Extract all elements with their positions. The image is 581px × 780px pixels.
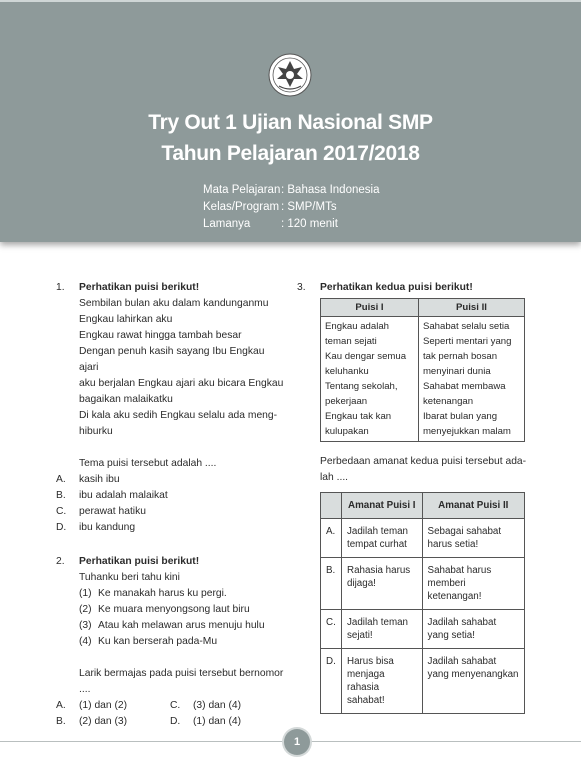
option-letter: B. xyxy=(321,558,342,610)
line-number: (2) xyxy=(79,604,92,615)
exam-title: Try Out 1 Ujian Nasional SMP xyxy=(148,111,433,134)
poem-line: kulupakan xyxy=(325,426,369,437)
numbered-line xyxy=(79,634,286,650)
numbered-line xyxy=(79,618,286,634)
poem-line: Dengan penuh kasih sayang Ibu Engkau ajari xyxy=(79,346,265,373)
poem-line: Seperti mentari yang xyxy=(422,336,512,347)
meta-value: : SMP/MTs xyxy=(281,201,337,213)
option-letter[interactable]: B. xyxy=(56,716,66,727)
question-prompt: Perhatikan puisi berikut! xyxy=(79,556,200,567)
meta-value: : 120 menit xyxy=(281,218,338,230)
answer-option-d[interactable] xyxy=(321,649,525,714)
question-number: 1. xyxy=(56,282,65,293)
poem-2-cell xyxy=(418,317,524,442)
option-text[interactable]: (3) dan (4) xyxy=(193,700,242,711)
amanat-2-text: Jadilah sahabat yang menyenangkan xyxy=(422,649,524,714)
left-column xyxy=(56,280,286,730)
option-letter: C. xyxy=(56,506,67,517)
option-letter[interactable]: A. xyxy=(56,700,66,711)
amanat-1-text: Jadilah teman tempat curhat xyxy=(342,519,423,558)
answer-option-c[interactable] xyxy=(56,504,286,520)
answer-option-c[interactable] xyxy=(321,610,525,649)
amanat-2-text: Sebagai sahabat harus setia! xyxy=(422,519,524,558)
meta-key: Lamanya xyxy=(203,218,251,230)
poem-line: pekerjaan xyxy=(325,396,368,407)
question-prompt: Perhatikan kedua puisi berikut! xyxy=(320,282,473,293)
poem-line: Ibarat bulan yang xyxy=(422,411,498,422)
meta-value: : Bahasa Indonesia xyxy=(281,184,380,196)
question-text-cont: .... xyxy=(79,684,91,695)
poem-line: hiburku xyxy=(79,426,113,437)
question-text-cont: lah .... xyxy=(320,472,349,483)
option-text: ibu adalah malaikat xyxy=(79,490,168,501)
poem-line: teman sejati xyxy=(325,336,377,347)
poem-1-cell xyxy=(321,317,419,442)
meta-duration xyxy=(203,216,379,233)
option-letter: D. xyxy=(321,649,342,714)
option-letter[interactable]: C. xyxy=(170,700,181,711)
option-text[interactable]: (1) dan (4) xyxy=(193,716,242,727)
question-3 xyxy=(297,280,527,714)
numbered-line xyxy=(79,602,286,618)
answer-option-b[interactable] xyxy=(321,558,525,610)
question-text: Perbedaan amanat kedua puisi tersebut ada- xyxy=(320,456,527,467)
poem-comparison-table xyxy=(320,298,525,442)
table-header: Puisi I xyxy=(321,299,419,317)
header-banner xyxy=(0,0,581,242)
table-header xyxy=(321,493,342,519)
option-text: perawat hatiku xyxy=(79,506,146,517)
line-text: Ke manakah harus ku pergi. xyxy=(98,588,227,599)
poem-line: Engkau rawat hingga tambah besar xyxy=(79,330,242,341)
meta-subject xyxy=(203,182,379,199)
answer-row-ac xyxy=(56,698,286,714)
line-text: Atau kah melawan arus menuju hulu xyxy=(98,620,265,631)
poem-line: Di kala aku sedih Engkau selalu ada meng- xyxy=(79,410,278,421)
meta-class xyxy=(203,199,379,216)
header-top-line xyxy=(0,0,581,2)
option-text[interactable]: (2) dan (3) xyxy=(79,716,128,727)
line-text: Ke muara menyongsong laut biru xyxy=(98,604,250,615)
table-header: Puisi II xyxy=(418,299,524,317)
option-text: ibu kandung xyxy=(79,522,136,533)
option-letter: B. xyxy=(56,490,66,501)
amanat-options-table xyxy=(320,492,525,714)
option-text: kasih ibu xyxy=(79,474,120,485)
line-number: (3) xyxy=(79,620,92,631)
question-1 xyxy=(56,280,286,536)
poem-line: Sahabat membawa xyxy=(422,381,506,392)
poem-line: menyinari dunia xyxy=(422,366,491,377)
poem-line: Kau dengar semua xyxy=(325,351,407,362)
exam-meta xyxy=(203,182,379,233)
poem-line: aku berjalan Engkau ajari aku bicara Engkau xyxy=(79,378,284,389)
poem-line: Tentang sekolah, xyxy=(325,381,398,392)
option-letter[interactable]: D. xyxy=(170,716,181,727)
poem-line: keluhanku xyxy=(325,366,369,377)
poem-intro: Tuhanku beri tahu kini xyxy=(79,572,180,583)
right-column xyxy=(297,280,527,714)
option-letter: A. xyxy=(56,474,66,485)
answer-option-a[interactable] xyxy=(321,519,525,558)
tut-wuri-handayani-emblem-icon xyxy=(267,52,313,98)
poem-line: tak pernah bosan xyxy=(422,351,498,362)
answer-option-a[interactable] xyxy=(56,472,286,488)
question-number: 2. xyxy=(56,556,65,567)
poem-line: ketenangan xyxy=(422,396,474,407)
page-number: 1 xyxy=(284,729,310,755)
poem-line: menyejukkan malam xyxy=(422,426,511,437)
question-number: 3. xyxy=(297,282,306,293)
line-text: Ku kan berserah pada-Mu xyxy=(98,636,218,647)
poem-line: Sahabat selalu setia xyxy=(422,321,510,332)
exam-year: Tahun Pelajaran 2017/2018 xyxy=(161,142,420,165)
poem-line: Engkau adalah xyxy=(325,321,390,332)
poem-line: bagaikan malaikatku xyxy=(79,394,173,405)
poem-line: Engkau lahirkan aku xyxy=(79,314,173,325)
question-text: Larik bermajas pada puisi tersebut bernomor xyxy=(79,668,284,679)
answer-option-d[interactable] xyxy=(56,520,286,536)
amanat-2-text: Sahabat harus memberi ketenangan! xyxy=(422,558,524,610)
question-text: Tema puisi tersebut adalah .... xyxy=(79,458,217,469)
option-letter: A. xyxy=(321,519,342,558)
answer-option-b[interactable] xyxy=(56,488,286,504)
table-header: Amanat Puisi I xyxy=(342,493,423,519)
meta-key: Kelas/Program xyxy=(203,201,280,213)
poem-line: Sembilan bulan aku dalam kandunganmu xyxy=(79,298,269,309)
option-text[interactable]: (1) dan (2) xyxy=(79,700,128,711)
meta-key: Mata Pelajaran xyxy=(203,184,281,196)
table-header: Amanat Puisi II xyxy=(422,493,524,519)
numbered-line xyxy=(79,586,286,602)
question-2 xyxy=(56,554,286,730)
amanat-2-text: Jadilah sahabat yang setia! xyxy=(422,610,524,649)
line-number: (1) xyxy=(79,588,92,599)
line-number: (4) xyxy=(79,636,92,647)
question-prompt: Perhatikan puisi berikut! xyxy=(79,282,200,293)
answer-row-bd xyxy=(56,714,286,730)
option-letter: D. xyxy=(56,522,67,533)
amanat-1-text: Rahasia harus dijaga! xyxy=(342,558,423,610)
amanat-1-text: Jadilah teman sejati! xyxy=(342,610,423,649)
option-letter: C. xyxy=(321,610,342,649)
poem-line: Engkau tak kan xyxy=(325,411,392,422)
amanat-1-text: Harus bisa menjaga rahasia sahabat! xyxy=(342,649,423,714)
